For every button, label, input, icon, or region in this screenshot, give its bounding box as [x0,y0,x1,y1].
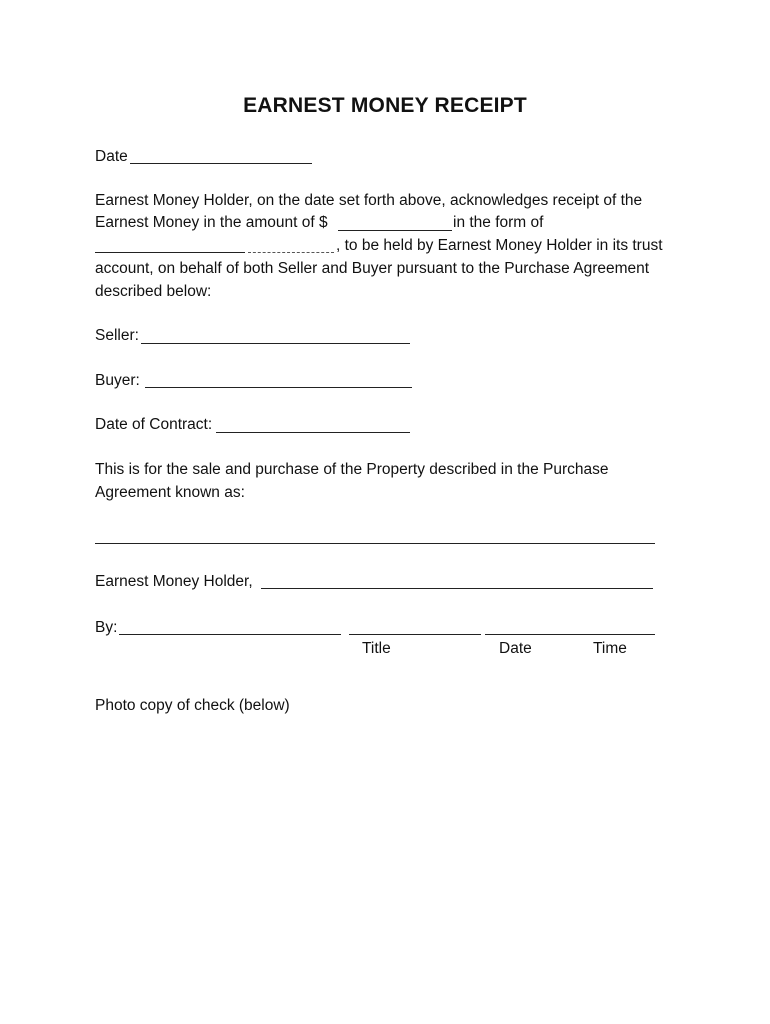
title-field[interactable] [349,634,481,635]
by-label: By: [95,619,118,636]
property-paragraph-line-1: This is for the sale and purchase of the Property described in the Purchase [95,461,609,478]
seller-field[interactable] [141,343,410,344]
buyer-field[interactable] [145,387,412,388]
holder-field[interactable] [261,588,653,589]
date-label: Date [95,148,128,165]
property-description-field[interactable] [95,543,655,544]
seller-label: Seller: [95,327,139,344]
title-caption: Title [362,640,391,657]
date-field[interactable] [130,163,312,164]
property-paragraph-line-2: Agreement known as: [95,484,245,501]
receipt-paragraph-line-3-end: , to be held by Earnest Money Holder in its trust [336,237,663,254]
document-title: EARNEST MONEY RECEIPT [243,94,527,117]
amount-field[interactable] [338,230,452,231]
photo-copy-note: Photo copy of check (below) [95,697,290,714]
contract-date-label: Date of Contract: [95,416,213,433]
date-caption: Date [499,640,532,657]
date-time-field[interactable] [485,634,655,635]
holder-label: Earnest Money Holder, [95,573,253,590]
payment-form-field[interactable] [95,252,245,253]
receipt-paragraph-line-5: described below: [95,283,212,300]
receipt-paragraph-line-1: Earnest Money Holder, on the date set forth above, acknowledges receipt of the [95,192,643,209]
buyer-label: Buyer: [95,372,140,389]
payment-form-field-dotted[interactable] [248,252,334,253]
signature-field[interactable] [119,634,341,635]
time-caption: Time [593,640,627,657]
receipt-paragraph-line-2-end: in the form of [453,214,544,231]
receipt-paragraph-line-4: account, on behalf of both Seller and Buyer pursuant to the Purchase Agreement [95,260,650,277]
receipt-paragraph-line-2-start: Earnest Money in the amount of $ [95,214,328,231]
contract-date-field[interactable] [216,432,410,433]
